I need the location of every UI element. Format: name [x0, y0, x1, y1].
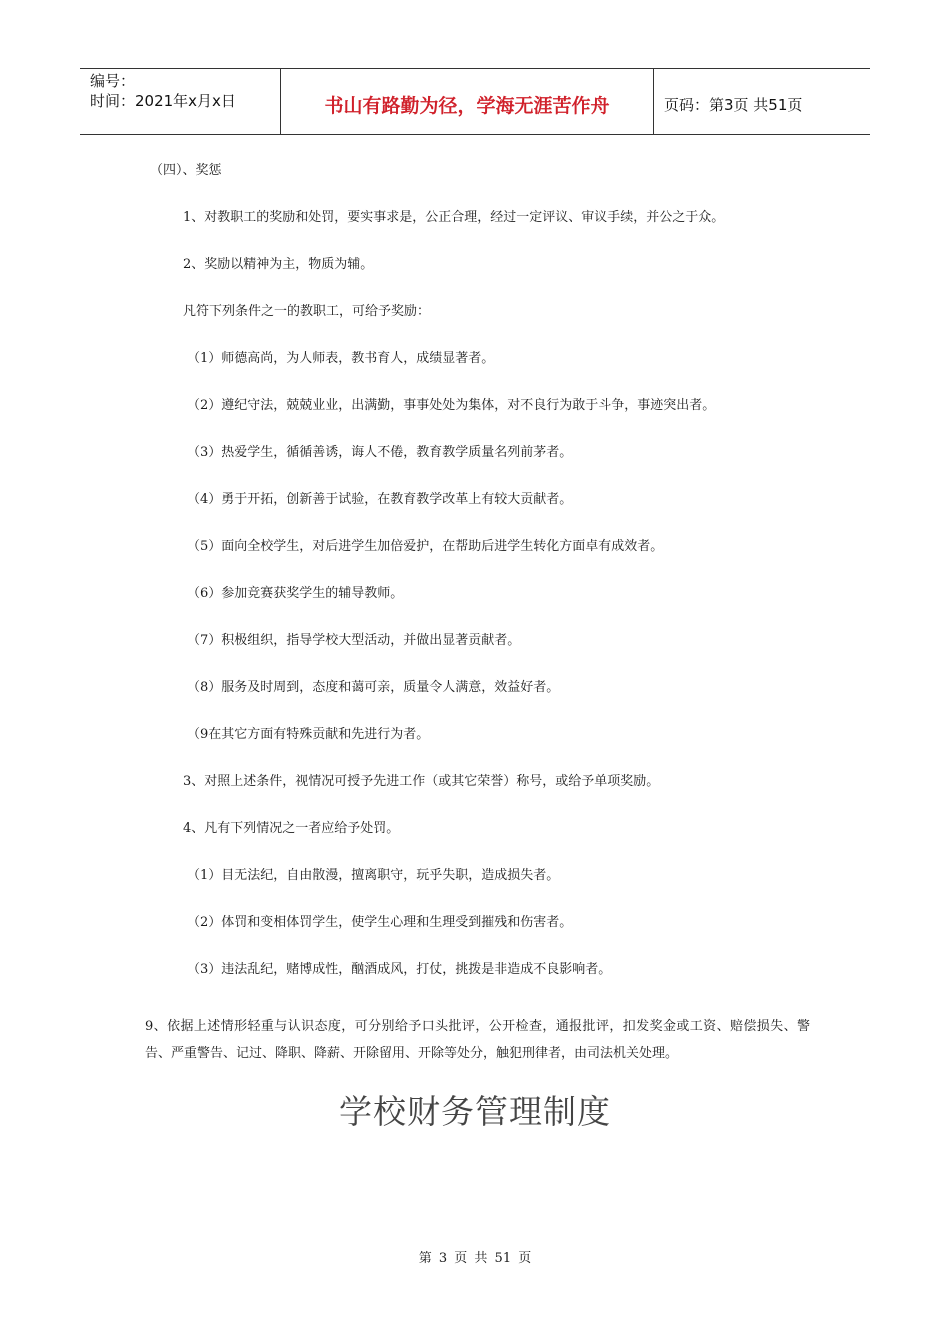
- body-line: （5）面向全校学生，对后进学生加倍爱护，在帮助后进学生转化方面卓有成效者。: [187, 539, 664, 554]
- header-motto: 书山有路勤为径，学海无涯苦作舟: [281, 69, 654, 134]
- header-page-indicator: 页码：第3页 共51页: [664, 96, 803, 114]
- section-heading: 学校财务管理制度: [339, 1092, 611, 1131]
- body-line: 2、奖励以精神为主，物质为辅。: [183, 257, 374, 272]
- page-footer: 第 3 页 共 51 页: [418, 1251, 532, 1266]
- body-line: （4）勇于开拓，创新善于试验，在教育教学改革上有较大贡献者。: [187, 492, 573, 507]
- body-line: 凡符下列条件之一的教职工，可给予奖励：: [183, 304, 431, 319]
- body-line: （2）遵纪守法，兢兢业业，出满勤，事事处处为集体，对不良行为敢于斗争，事迹突出者。: [187, 398, 716, 413]
- body-line: （3）违法乱纪，赌博成性，酗酒成风，打仗，挑拨是非造成不良影响者。: [187, 962, 612, 977]
- body-line: （8）服务及时周到，态度和蔼可亲，质量令人满意，效益好者。: [187, 680, 560, 695]
- body-line: （6）参加竞赛获奖学生的辅导教师。: [187, 586, 404, 601]
- body-line: （3）热爱学生，循循善诱，诲人不倦，教育教学质量名列前茅者。: [187, 445, 573, 460]
- document-number-label: 编号：: [90, 72, 136, 90]
- header-meta: [80, 69, 281, 134]
- document-date-label: 时间：2021年x月x日: [90, 92, 236, 110]
- body-line: （7）积极组织，指导学校大型活动，并做出显著贡献者。: [187, 633, 521, 648]
- page-header: [80, 68, 870, 135]
- body-line: 3、对照上述条件，视情况可授予先进工作（或其它荣誉）称号，或给予单项奖励。: [183, 774, 660, 789]
- body-line: 4、凡有下列情况之一者应给予处罚。: [183, 821, 400, 836]
- final-paragraph: 9、依据上述情形轻重与认识态度，可分别给予口头批评，公开检查，通报批评，扣发奖金或工资、赔偿损失、警告、严重警告、记过、降职、降薪、开除留用、开除等处分，触犯刑律者，由司法机关处理。: [145, 1019, 810, 1061]
- section-title: （四）、奖惩: [150, 163, 222, 178]
- body-line: （2）体罚和变相体罚学生，使学生心理和生理受到摧残和伤害者。: [187, 915, 573, 930]
- body-line: 1、对教职工的奖励和处罚，要实事求是，公正合理，经过一定评议、审议手续，并公之于众。: [183, 210, 725, 225]
- body-line: （9在其它方面有特殊贡献和先进行为者。: [187, 727, 430, 742]
- body-line: （1）师德高尚，为人师表，教书育人，成绩显著者。: [187, 351, 495, 366]
- body-line: （1）目无法纪，自由散漫，擅离职守，玩乎失职，造成损失者。: [187, 868, 560, 883]
